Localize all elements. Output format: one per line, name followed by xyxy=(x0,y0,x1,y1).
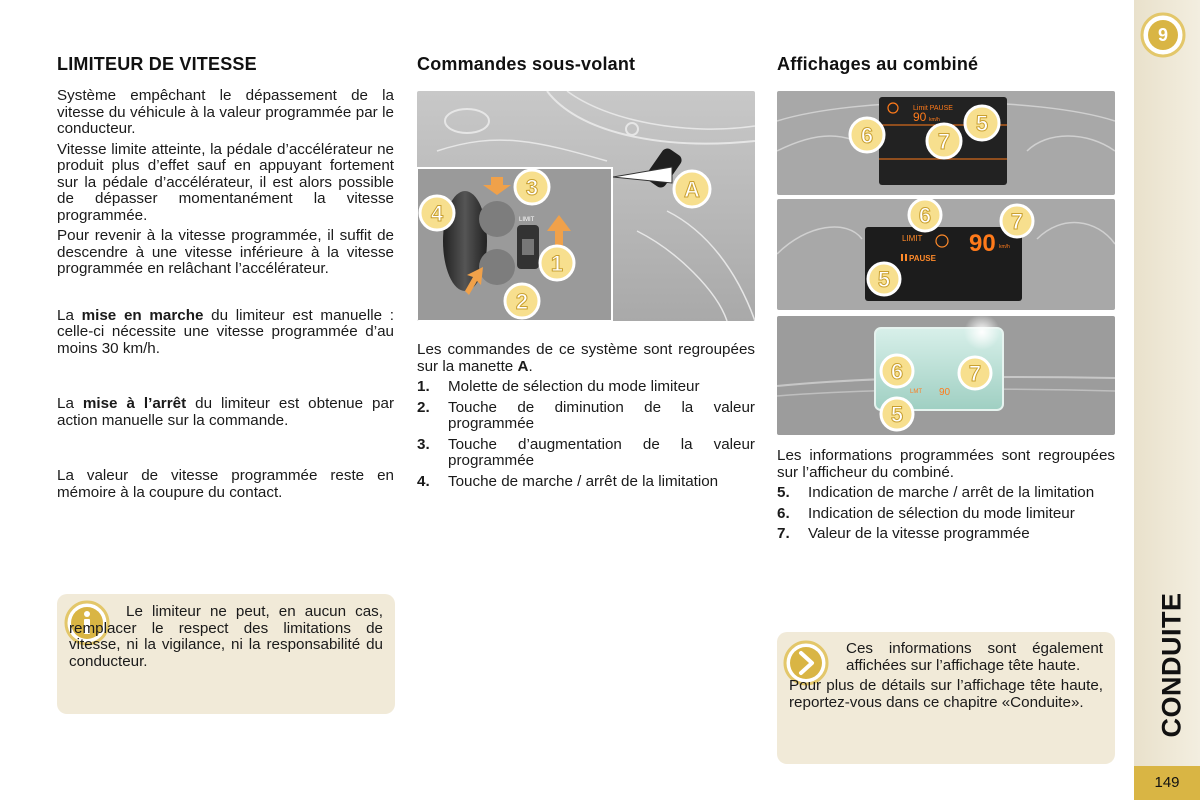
svg-text:LIMIT: LIMIT xyxy=(519,217,535,223)
middle-column xyxy=(417,52,755,76)
right-text xyxy=(777,444,1115,547)
display-list xyxy=(777,485,1115,543)
list-item: 1. Molette de sélection du mode limiteur xyxy=(417,378,700,395)
chapter-number: 9 xyxy=(1157,25,1169,45)
paragraph-start: La mise en marche du limiteur est manuelle : celle-ci nécessite une vitesse programmée d’au moins 30 km/h. xyxy=(57,306,394,357)
svg-text:90: 90 xyxy=(969,230,996,257)
svg-text:LIMIT: LIMIT xyxy=(902,234,923,243)
svg-text:5: 5 xyxy=(890,402,904,427)
cluster-display-figure-2 xyxy=(777,199,1115,310)
svg-text:km/h: km/h xyxy=(929,117,940,123)
paragraph-limit: Vitesse limite atteinte, la pédale d’accélérateur ne produit plus d’effet sauf en appuyant fortement sur la pédale d’accélérateur, il est alors possible de dépasser momentanément la vitesse programmée. xyxy=(57,140,394,224)
stalk-figure xyxy=(417,91,755,321)
paragraph-memory: La valeur de vitesse programmée reste en mémoire à la coupure du contact. xyxy=(57,467,394,501)
callout-text xyxy=(789,641,1103,711)
svg-text:6: 6 xyxy=(860,123,874,148)
svg-text:PAUSE: PAUSE xyxy=(909,254,936,263)
svg-text:6: 6 xyxy=(918,203,932,228)
svg-text:7: 7 xyxy=(937,129,951,154)
page-number: 149 xyxy=(1154,774,1180,791)
svg-text:km/h: km/h xyxy=(999,244,1010,250)
section-title: Commandes sous-volant xyxy=(417,54,636,74)
left-column xyxy=(57,52,394,501)
svg-text:5: 5 xyxy=(877,267,891,292)
middle-text xyxy=(417,338,755,494)
section-title: LIMITEUR DE VITESSE xyxy=(57,54,257,74)
right-column xyxy=(777,52,1115,76)
svg-text:LMT: LMT xyxy=(910,389,922,395)
paragraph-stop: La mise à l’arrêt du limiteur est obtenue par action manuelle sur la commande. xyxy=(57,395,395,429)
svg-text:1: 1 xyxy=(550,251,564,276)
list-item: 5. Indication de marche / arrêt de la limitation xyxy=(777,484,1095,501)
callout-text: Le limiteur ne peut, en aucun cas, remplacer le respect des limitations de vitesse, ni la vigilance, ni la responsabilité du conducteur. xyxy=(69,603,383,670)
svg-text:6: 6 xyxy=(890,359,904,384)
svg-text:90: 90 xyxy=(939,387,951,398)
list-item: 3. Touche d’augmentation de la valeur programmée xyxy=(417,435,755,469)
svg-text:A: A xyxy=(684,177,700,202)
section-title: Affichages au combiné xyxy=(777,54,979,74)
svg-text:2: 2 xyxy=(515,289,529,314)
paragraph-return: Pour revenir à la vitesse programmée, il suffit de descendre à une vitesse inférieure à la vitesse programmée en relâchant l’accélérateur. xyxy=(57,227,394,277)
list-item: 6. Indication de sélection du mode limiteur xyxy=(777,504,1075,522)
svg-text:90: 90 xyxy=(913,110,927,124)
svg-text:3: 3 xyxy=(525,175,539,200)
list-item: 4. Touche de marche / arrêt de la limitation xyxy=(417,472,719,490)
svg-text:4: 4 xyxy=(430,201,444,226)
cluster-display-figure-1 xyxy=(777,91,1115,195)
callout-paragraph-1: Ces informations sont également affichées sur l’affichage tête haute. xyxy=(846,640,1103,674)
command-list xyxy=(417,379,755,490)
callout-paragraph-2: Pour plus de détails sur l’affichage tête haute, reportez-vous dans ce chapitre «Conduite». xyxy=(789,677,1103,711)
chapter-title: CONDUITE xyxy=(1156,592,1187,738)
list-item: 2. Touche de diminution de la valeur programmée xyxy=(417,398,755,432)
paragraph-intro: Système empêchant le dépassement de la vitesse du véhicule à la valeur programmée par le conducteur. xyxy=(57,87,394,137)
list-item: 7. Valeur de la vitesse programmée xyxy=(777,525,1030,542)
paragraph-commands: Les commandes de ce système sont regroupées sur la manette A. xyxy=(417,341,755,375)
head-up-display-figure xyxy=(777,316,1115,435)
chapter-badge-icon xyxy=(1140,12,1186,58)
paragraph-display: Les informations programmées sont regroupées sur l’afficheur du combiné. xyxy=(777,447,1115,481)
svg-text:Limit PAUSE: Limit PAUSE xyxy=(913,105,953,112)
svg-text:5: 5 xyxy=(975,111,989,136)
svg-text:7: 7 xyxy=(1010,209,1024,234)
svg-text:7: 7 xyxy=(968,361,982,386)
